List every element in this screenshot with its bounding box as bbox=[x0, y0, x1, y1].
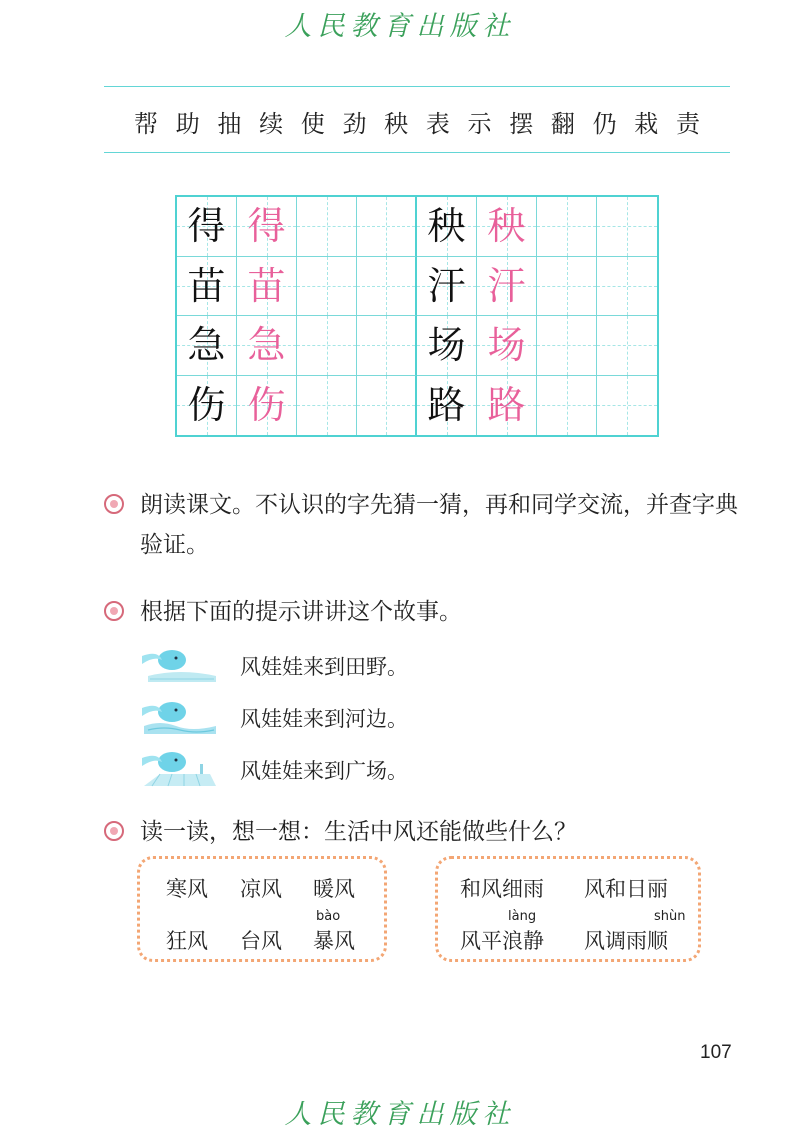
new-char: 帮 bbox=[134, 110, 158, 138]
new-chars-row bbox=[104, 104, 730, 139]
instruction-read-aloud bbox=[104, 485, 744, 565]
word-box-idioms bbox=[435, 856, 701, 962]
new-char: 翻 bbox=[550, 110, 575, 138]
word: 狂风 bbox=[166, 929, 208, 953]
word: 台风 bbox=[240, 929, 282, 953]
grid-cell-trace: 场 bbox=[477, 316, 537, 376]
new-char: 续 bbox=[259, 110, 284, 138]
grid-cell-trace: 得 bbox=[237, 197, 297, 257]
word: 寒风 bbox=[166, 877, 208, 901]
wind-baby-square-icon bbox=[140, 750, 218, 790]
grid-cell: 急 bbox=[177, 316, 237, 376]
grid-cell: 得 bbox=[177, 197, 237, 257]
grid-cell-empty bbox=[357, 257, 417, 317]
story-line bbox=[140, 748, 540, 792]
grid-cell-trace: 秧 bbox=[477, 197, 537, 257]
grid-cell-empty bbox=[537, 197, 597, 257]
grid-cell-trace: 路 bbox=[477, 376, 537, 436]
grid-cell-empty bbox=[297, 257, 357, 317]
new-char: 仍 bbox=[592, 110, 617, 138]
story-text: 风娃娃来到田野。 bbox=[240, 655, 408, 679]
word: 凉风 bbox=[240, 877, 282, 901]
instruction-text: 读一读，想一想：生活中风还能做些什么？ bbox=[140, 819, 577, 845]
new-char: 示 bbox=[467, 110, 492, 138]
writing-grid bbox=[175, 195, 659, 437]
flower-bullet-icon bbox=[104, 494, 124, 514]
flower-bullet-icon bbox=[104, 601, 124, 621]
instruction-retell-story bbox=[104, 592, 744, 632]
new-char: 秧 bbox=[384, 110, 409, 138]
new-char: 栽 bbox=[634, 110, 659, 138]
grid-cell-empty bbox=[297, 376, 357, 436]
grid-cell-empty bbox=[597, 257, 657, 317]
story-text: 风娃娃来到河边。 bbox=[240, 707, 408, 731]
grid-cell: 场 bbox=[417, 316, 477, 376]
instruction-text: 朗读课文。不认识的字先猜一猜，再和同学交流，并查字典验证。 bbox=[140, 492, 738, 558]
grid-cell-empty bbox=[597, 316, 657, 376]
divider-top bbox=[104, 86, 730, 87]
idiom: 风平浪静 bbox=[460, 929, 544, 953]
grid-cell: 伤 bbox=[177, 376, 237, 436]
grid-cell-empty bbox=[597, 376, 657, 436]
grid-cell-empty bbox=[537, 257, 597, 317]
wind-baby-river-icon bbox=[140, 698, 218, 738]
grid-cell: 汗 bbox=[417, 257, 477, 317]
instruction-read-think bbox=[104, 812, 744, 852]
story-text: 风娃娃来到广场。 bbox=[240, 759, 408, 783]
grid-cell-empty bbox=[357, 197, 417, 257]
grid-cell-empty bbox=[297, 197, 357, 257]
publisher-logo-top: 人民教育出版社 bbox=[284, 11, 516, 42]
grid-cell-empty bbox=[537, 316, 597, 376]
idiom: 风调雨顺 bbox=[584, 929, 668, 953]
grid-cell-empty bbox=[357, 316, 417, 376]
grid-cell: 路 bbox=[417, 376, 477, 436]
idiom: 和风细雨 bbox=[460, 877, 544, 901]
publisher-logo-bottom: 人民教育出版社 bbox=[284, 1099, 516, 1130]
new-char: 助 bbox=[175, 110, 200, 138]
divider-bottom bbox=[104, 152, 730, 153]
new-char: 表 bbox=[425, 110, 450, 138]
instruction-text: 根据下面的提示讲讲这个故事。 bbox=[140, 599, 462, 625]
grid-cell-empty bbox=[297, 316, 357, 376]
grid-cell-trace: 汗 bbox=[477, 257, 537, 317]
new-char: 使 bbox=[300, 110, 325, 138]
grid-cell: 苗 bbox=[177, 257, 237, 317]
pinyin: shùn bbox=[654, 909, 686, 924]
new-char: 摆 bbox=[509, 110, 534, 138]
story-line bbox=[140, 696, 540, 740]
new-char: 劲 bbox=[342, 110, 367, 138]
word: 暖风 bbox=[313, 877, 355, 901]
pinyin: bào bbox=[316, 909, 341, 924]
story-line bbox=[140, 644, 540, 688]
grid-cell: 秧 bbox=[417, 197, 477, 257]
grid-cell-trace: 伤 bbox=[237, 376, 297, 436]
new-char: 抽 bbox=[217, 110, 242, 138]
grid-cell-empty bbox=[597, 197, 657, 257]
pinyin: làng bbox=[508, 909, 537, 924]
word-box-wind-types bbox=[137, 856, 387, 962]
grid-cell-empty bbox=[357, 376, 417, 436]
grid-cell-trace: 急 bbox=[237, 316, 297, 376]
new-char: 责 bbox=[675, 110, 700, 138]
idiom: 风和日丽 bbox=[584, 877, 668, 901]
grid-cell-trace: 苗 bbox=[237, 257, 297, 317]
grid-cell-empty bbox=[537, 376, 597, 436]
flower-bullet-icon bbox=[104, 821, 124, 841]
word: 暴风 bbox=[313, 929, 355, 953]
page-number: 107 bbox=[700, 1042, 732, 1063]
wind-baby-field-icon bbox=[140, 646, 218, 686]
